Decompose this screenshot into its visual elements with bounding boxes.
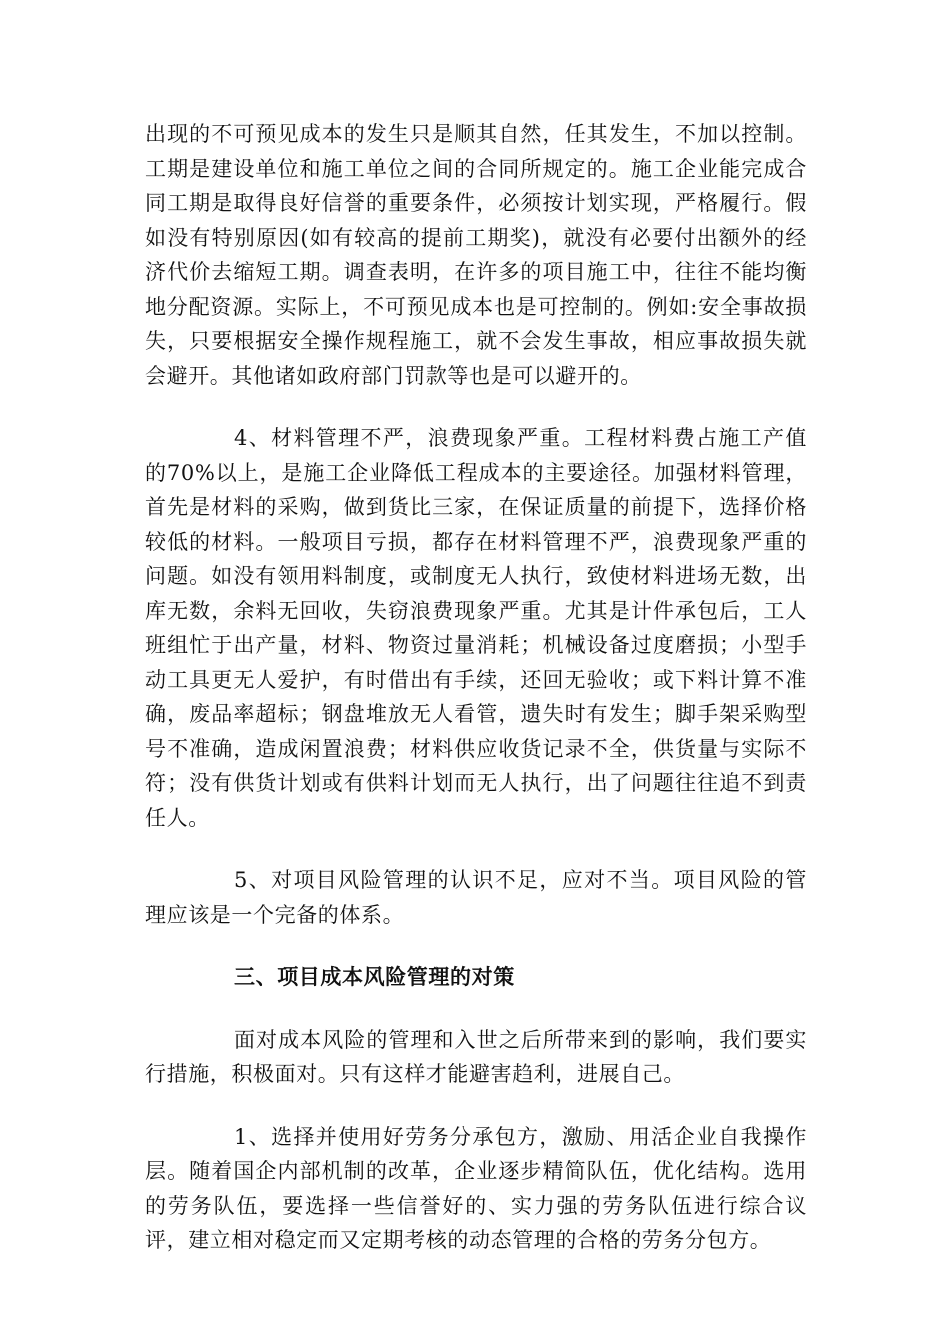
paragraph-risk-awareness: 5、对项目风险管理的认识不足，应对不当。项目风险的管理应该是一个完备的体系。 <box>145 868 807 927</box>
paragraph-facing-risk: 面对成本风险的管理和入世之后所带来到的影响，我们要实行措施，积极面对。只有这样才能避害趋利，进展自己。 <box>145 1027 807 1086</box>
paragraph-material-management: 4、材料管理不严，浪费现象严重。工程材料费占施工产值的70%以上，是施工企业降低工程成本的主要途径。加强材料管理，首先是材料的采购，做到货比三家，在保证质量的前提下，选择价格较低的材料。一般项目亏损，都存在材料管理不严，浪费现象严重的问题。如没有领用料制度，或制度无人执行，致使材料进场无数，出库无数，余料无回收，失窃浪费现象严重。尤其是计件承包后，工人班组忙于出产量，材料、物资过量消耗；机械设备过度磨损；小型手动工具更无人爱护，有时借出有手续，还回无验收；或下料计算不准确，废品率超标；钢盘堆放无人看管，遗失时有发生；脚手架采购型号不准确，造成闲置浪费；材料供应收货记录不全，供货量与实际不符；没有供货计划或有供料计划而无人执行，出了问题往往追不到责任人。 <box>145 426 807 830</box>
section-heading-countermeasures: 三、项目成本风险管理的对策 <box>234 964 515 989</box>
paragraph-unforeseen-cost: 出现的不可预见成本的发生只是顺其自然，任其发生，不加以控制。工期是建设单位和施工单位之间的合同所规定的。施工企业能完成合同工期是取得良好信誉的重要条件，必须按计划实现，严格履行。假如没有特别原因(如有较高的提前工期奖)，就没有必要付出额外的经济代价去缩短工期。调查表明，在许多的项目施工中，往往不能均衡地分配资源。实际上，不可预见成本也是可控制的。例如:安全事故损失，只要根据安全操作规程施工，就不会发生事故，相应事故损失就会避开。其他诸如政府部门罚款等也是可以避开的。 <box>145 122 807 388</box>
paragraph-labor-subcontractor: 1、选择并使用好劳务分承包方，激励、用活企业自我操作层。随着国企内部机制的改革，企业逐步精简队伍，优化结构。选用的劳务队伍，要选择一些信誉好的、实力强的劳务队伍进行综合议评，建立相对稳定而又定期考核的动态管理的合格的劳务分包方。 <box>145 1124 807 1252</box>
document-body <box>145 117 807 1258</box>
